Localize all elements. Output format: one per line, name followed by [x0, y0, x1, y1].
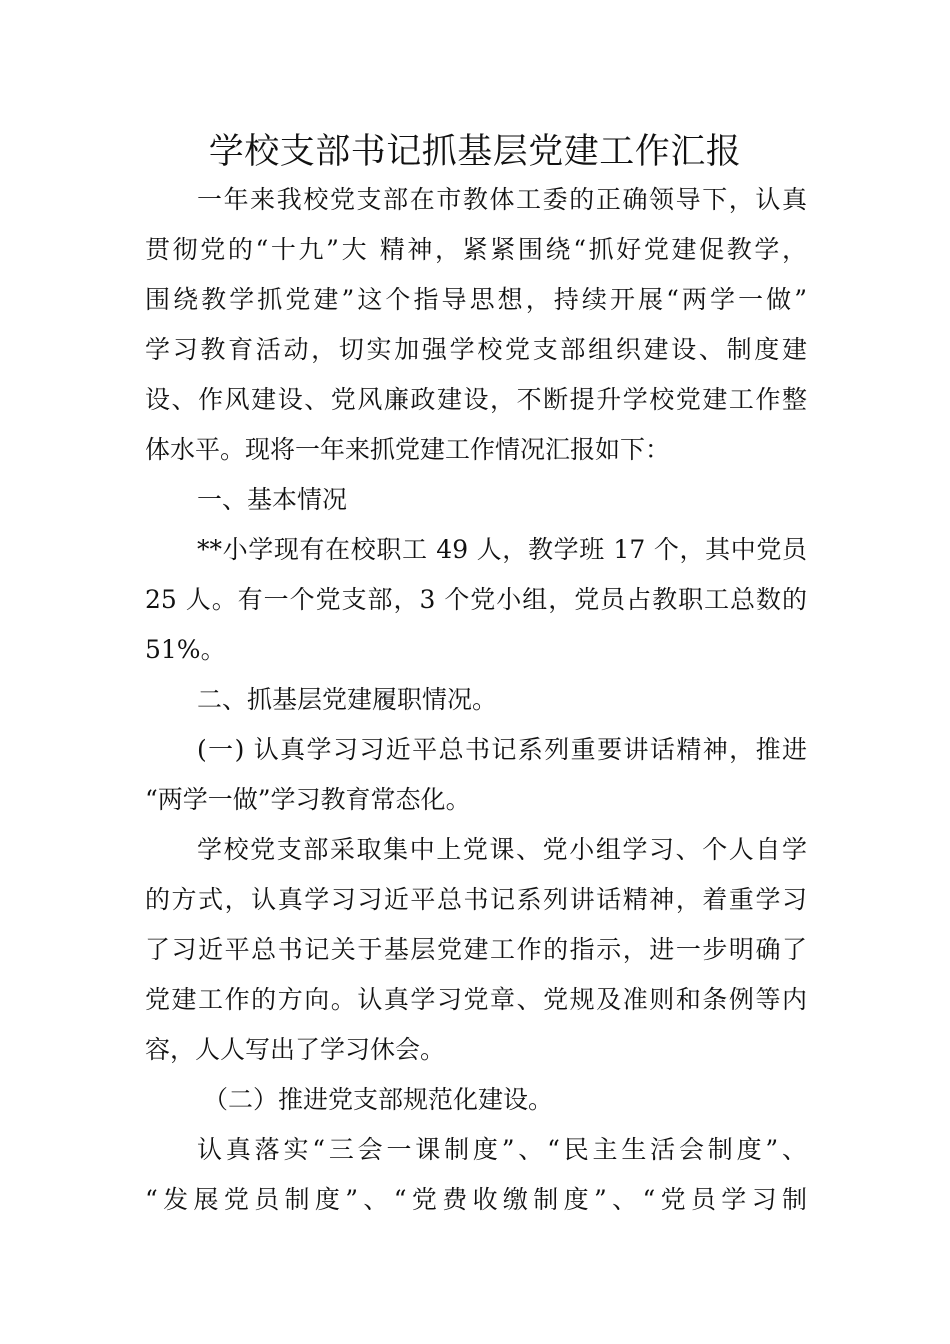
- paragraph-line: 51%。: [145, 635, 226, 664]
- subsection-heading: “两学一做”学习教育常态化。: [145, 785, 471, 814]
- document-body: [145, 175, 807, 1225]
- paragraph-line: 容，人人写出了学习休会。: [145, 1035, 446, 1064]
- subsection-heading: (一) 认真学习习近平总书记系列重要讲话精神，推进: [197, 735, 807, 764]
- paragraph-line: 学校党支部采取集中上党课、党小组学习、个人自学: [197, 835, 807, 864]
- paragraph-line: 党建工作的方向。认真学习党章、党规及准则和条例等内: [145, 985, 807, 1014]
- paragraph-line: **小学现有在校职工 49 人，教学班 17 个，其中党员: [197, 535, 807, 564]
- section-heading: 一、基本情况: [197, 485, 348, 514]
- paragraph-line: 一年来我校党支部在市教体工委的正确领导下，认真: [197, 185, 807, 214]
- paragraph-line: 围绕教学抓党建”这个指导思想，持续开展“两学一做”: [145, 285, 807, 314]
- paragraph-line: 学习教育活动，切实加强学校党支部组织建设、制度建: [145, 335, 807, 364]
- paragraph-line: 认真落实“三会一课制度”、“民主生活会制度”、: [197, 1135, 807, 1164]
- subsection-heading: （二）推进党支部规范化建设。: [203, 1085, 554, 1114]
- paragraph-line: 体水平。现将一年来抓党建工作情况汇报如下：: [145, 435, 671, 464]
- paragraph-line: “发展党员制度”、“党费收缴制度”、“党员学习制: [145, 1185, 807, 1214]
- paragraph-line: 了习近平总书记关于基层党建工作的指示，进一步明确了: [145, 935, 807, 964]
- paragraph-line: 的方式，认真学习习近平总书记系列讲话精神，着重学习: [145, 885, 807, 914]
- document-title: 学校支部书记抓基层党建工作汇报: [208, 132, 742, 172]
- section-heading: 二、抓基层党建履职情况。: [197, 685, 498, 714]
- paragraph-line: 25 人。有一个党支部，3 个党小组，党员占教职工总数的: [145, 585, 807, 614]
- paragraph-line: 设、作风建设、党风廉政建设，不断提升学校党建工作整: [145, 385, 807, 414]
- paragraph-line: 贯彻党的“十九”大 精神，紧紧围绕“抓好党建促教学，: [145, 235, 807, 264]
